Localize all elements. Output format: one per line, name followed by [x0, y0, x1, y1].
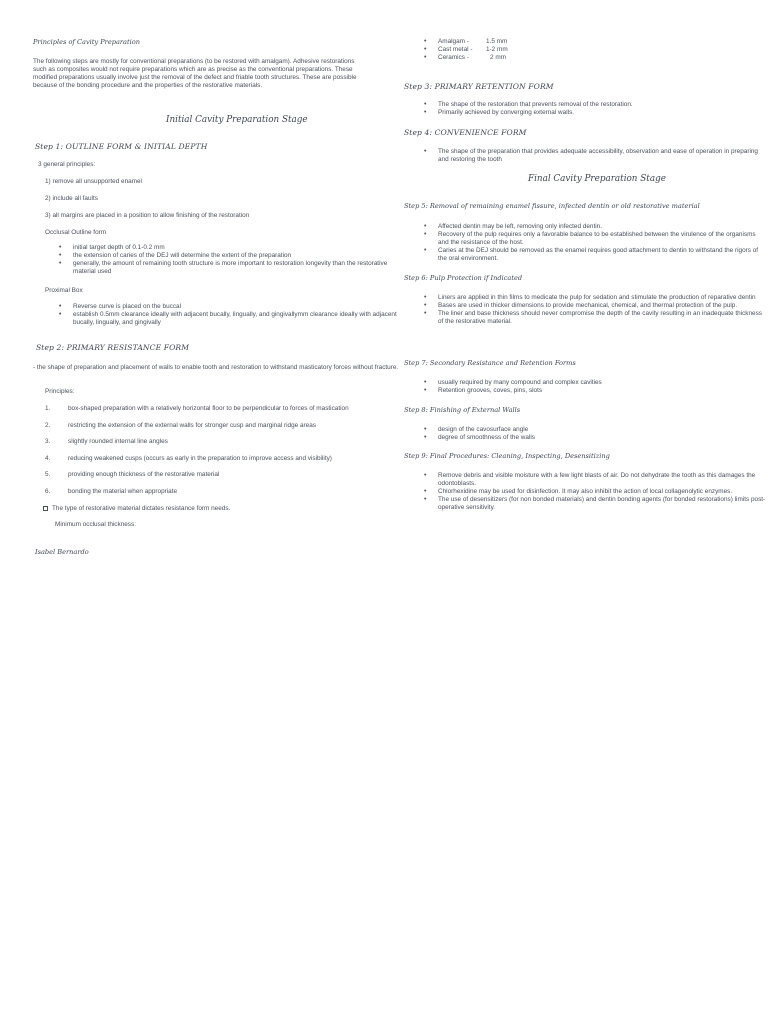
- list-item: [45, 488, 349, 505]
- item-number: 2.: [45, 421, 51, 429]
- item-text: bonding the material when appropriate: [68, 487, 178, 495]
- list-item: • Bases are used in thicker dimensions to provide mechanical, chemical, and thermal protection of the pulp.: [424, 302, 764, 310]
- list-item: [424, 54, 624, 62]
- list-item: • Chlorhexidine may be used for disinfection. It may also inhibit the action of local collagenolytic enzymes.: [424, 488, 766, 496]
- list-item: [45, 455, 349, 472]
- item-text: slightly rounded internal line angles: [68, 438, 168, 446]
- step2-heading: Step 2: PRIMARY RESISTANCE FORM: [36, 343, 190, 352]
- list-item: • the extension of caries of the DEJ will determine the extent of the preparation: [59, 252, 401, 260]
- step8-heading: Step 8: Finishing of External Walls: [404, 406, 521, 414]
- list-item: • Retention grooves, coves, pins, slots: [424, 387, 764, 395]
- list-item: • degree of smoothness of the walls: [424, 434, 764, 442]
- list-item: • Recovery of the pulp requires only a favorable balance to be established between the virulence of the organisms and the resistance of the host.: [424, 231, 762, 247]
- step9-list: [424, 472, 766, 512]
- list-item: • initial target depth of 0.1-0.2 mm: [59, 244, 401, 252]
- list-item: [45, 471, 349, 488]
- list-item: • The use of desensitizers (for non bonded materials) and dentin bonding agents (for bonded restorations) limits post-operative sensitivity.: [424, 496, 766, 512]
- step2-description: - the shape of preparation and placement of walls to enable tooth and restoration to withstand masticatory forces without fracture.: [33, 364, 399, 371]
- checkbox-square-icon: [43, 506, 48, 511]
- occlusal-outline-label: Occlusal Outline form: [45, 229, 107, 236]
- list-item: • The shape of the preparation that provides adequate accessibility, observation and ease of operation in preparing and restoring the tooth: [424, 148, 764, 164]
- step2-principles-list: [45, 405, 349, 505]
- item-text: providing enough thickness of the restorative material: [68, 471, 220, 479]
- step3-list: [424, 101, 764, 117]
- step1-principle-1: 1) remove all unsupported enamel: [45, 178, 142, 185]
- list-item: • Liners are applied in thin films to medicate the pulp for sedation and stimulate the production of reparative dentin: [424, 294, 764, 302]
- step6-list: [424, 294, 764, 326]
- item-number: 4.: [45, 454, 51, 462]
- list-item: • Caries at the DEJ should be removed as the enamel requires good attachment to dentin to withstand the rigors of the oral environment.: [424, 247, 762, 263]
- author-signature: Isabel Bernardo: [35, 548, 89, 556]
- step1-principles-label: 3 general principles:: [38, 161, 96, 168]
- list-item: • Primarily achieved by converging external walls.: [424, 109, 764, 117]
- list-item: • The liner and base thickness should never compromise the depth of the cavity resulting in an inadequate thickness of the restorative material.: [424, 310, 764, 326]
- step4-list: [424, 148, 764, 164]
- step3-heading: Step 3: PRIMARY RETENTION FORM: [404, 82, 554, 91]
- step1-principle-3: 3) all margins are placed in a position to allow finishing of the restoration: [45, 212, 250, 219]
- material-note: [43, 505, 230, 513]
- doc-title: Principles of Cavity Preparation: [33, 38, 140, 46]
- material-name: Cast metal -: [438, 46, 473, 53]
- step6-heading: Step 6: Pulp Protection if Indicated: [404, 274, 523, 282]
- list-item: • establish 0.5mm clearance ideally with adjacent bucally, lingually, and gingivallymm clearance ideally with adjacent bucally, lingually, and gingivally: [59, 311, 401, 327]
- item-number: 5.: [45, 471, 51, 479]
- min-occlusal-thickness-label: Minimum occlusal thickness:: [55, 521, 136, 528]
- list-item: [424, 38, 624, 46]
- thickness-list: [424, 38, 624, 62]
- list-item: • generally, the amount of remaining tooth structure is more important to restoration longevity than the restorative material used: [59, 260, 401, 276]
- material-name: Amalgam -: [438, 38, 469, 45]
- step4-heading: Step 4: CONVENIENCE FORM: [404, 128, 527, 137]
- list-item: [45, 438, 349, 455]
- proximal-box-label: Proximal Box: [45, 287, 83, 294]
- material-thickness: 1.5 mm: [486, 38, 508, 45]
- intro-paragraph: The following steps are mostly for conventional preparations (to be restored with amalgam). Adhesive restorations such as composites would not require preparations which are as precise as the conventional preparations. These modified preparations usually involve just the removal of the defect and friable tooth structures. These are possible because of the bonding procedure and the properties of the restorative materials.: [33, 58, 357, 90]
- step9-heading: Step 9: Final Procedures: Cleaning, Inspecting, Desensitizing: [404, 452, 610, 460]
- item-text: reducing weakened cusps (occurs as early in the preparation to improve access and visibility): [68, 454, 332, 462]
- list-item: • Affected dentin may be left, removing only infected dentin.: [424, 223, 762, 231]
- step1-principle-2: 2) include all faults: [45, 195, 98, 202]
- item-text: box-shaped preparation with a relatively horizontal floor to be perpendicular to forces of mastication: [68, 405, 349, 412]
- item-number: 6.: [45, 487, 51, 495]
- stage-initial-heading: Initial Cavity Preparation Stage: [166, 115, 308, 125]
- list-item: • usually required by many compound and complex cavities: [424, 379, 764, 387]
- item-number: 1.: [45, 405, 51, 412]
- material-thickness: 2 mm: [490, 54, 506, 61]
- step2-principles-label: Principles:: [45, 388, 75, 395]
- step8-list: [424, 426, 764, 442]
- step5-list: [424, 223, 762, 263]
- list-item: [45, 422, 349, 439]
- step1-heading: Step 1: OUTLINE FORM & INITIAL DEPTH: [35, 142, 208, 151]
- list-item: • design of the cavosurface angle: [424, 426, 764, 434]
- material-thickness: 1-2 mm: [486, 46, 508, 53]
- list-item: • Reverse curve is placed on the buccal: [59, 303, 401, 311]
- stage-final-heading: Final Cavity Preparation Stage: [528, 174, 666, 184]
- list-item: [45, 405, 349, 422]
- step7-list: [424, 379, 764, 395]
- list-item: [424, 46, 624, 54]
- list-item: • The shape of the restoration that prevents removal of the restoration.: [424, 101, 764, 109]
- proximal-box-list: [59, 303, 401, 327]
- step5-heading: Step 5: Removal of remaining enamel fissure, infected dentin or old restorative material: [404, 202, 700, 210]
- occlusal-outline-list: [59, 244, 401, 276]
- material-note-text: The type of restorative material dictates resistance form needs.: [52, 505, 231, 512]
- item-text: restricting the extension of the external walls for stronger cusp and marginal ridge areas: [68, 421, 316, 429]
- step7-heading: Step 7: Secondary Resistance and Retention Forms: [404, 359, 576, 367]
- list-item: • Remove debris and visible moisture with a few light blasts of air. Do not dehydrate the tooth as this damages the odontoblasts.: [424, 472, 766, 488]
- item-number: 3.: [45, 438, 51, 446]
- material-name: Ceramics -: [438, 54, 469, 61]
